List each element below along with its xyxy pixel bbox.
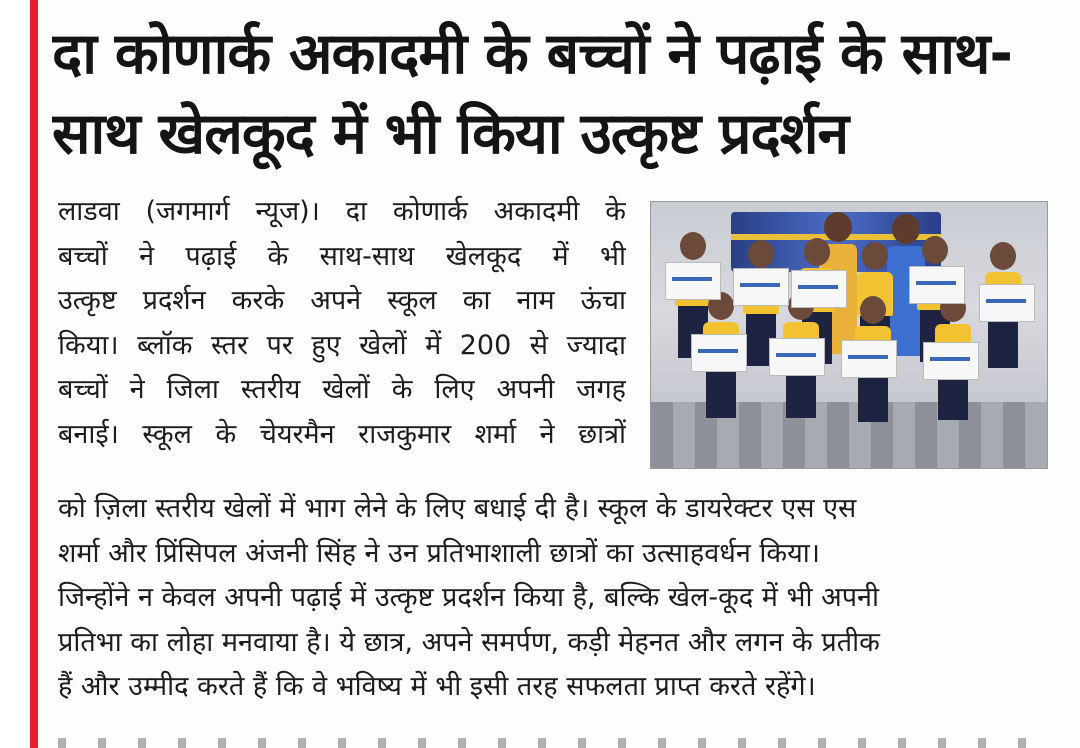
- headline-line-1: दा कोणार्क अकादमी के बच्चों ने पढ़ाई के साथ-: [52, 21, 1013, 87]
- red-column-rule: [0, 0, 38, 748]
- article-line: हैं और उम्मीद करते हैं कि वे भविष्य में भी इसी तरह सफलता प्राप्त करते रहेंगे।: [58, 671, 816, 702]
- certificate: [691, 334, 747, 372]
- article-continued: [58, 487, 1046, 710]
- certificate: [733, 268, 789, 306]
- article-intro: [58, 190, 626, 457]
- headline: [52, 14, 1062, 174]
- cropped-next-line: [58, 738, 1048, 748]
- article-line: जिन्होंने न केवल अपनी पढ़ाई में उत्कृष्ट प्रदर्शन किया है, बल्कि खेल-कूद में भी अपनी: [58, 582, 880, 613]
- article-line: लाडवा (जगमार्ग न्यूज)। दा कोणार्क अकादमी के: [58, 196, 626, 227]
- article-line: बच्चों ने पढ़ाई के साथ-साथ खेलकूद में भी: [58, 240, 626, 272]
- article-line: शर्मा और प्रिंसिपल अंजनी सिंह ने उन प्रतिभाशाली छात्रों का उत्साहवर्धन किया।: [58, 537, 821, 569]
- headline-line-2: साथ खेलकूद में भी किया उत्कृष्ट प्रदर्शन: [52, 101, 849, 167]
- article-line: प्रतिभा का लोहा मनवाया है। ये छात्र, अपने समर्पण, कड़ी मेहनत और लगन के प्रतीक: [58, 626, 880, 658]
- article-line: को ज़िला स्तरीय खेलों में भाग लेने के लिए बधाई दी है। स्कूल के डायरेक्टर एस एस: [58, 493, 857, 524]
- certificate: [909, 266, 965, 304]
- article-line: किया। ब्लॉक स्तर पर हुए खेलों में 200 से ज्यादा: [58, 329, 626, 361]
- certificate: [923, 342, 979, 380]
- certificate: [979, 284, 1035, 322]
- certificate: [791, 270, 847, 308]
- certificate: [665, 262, 721, 300]
- certificate: [769, 338, 825, 376]
- article-line: बच्चों ने जिला स्तरीय खेलों के लिए अपनी जगह: [58, 374, 626, 405]
- article-line: उत्कृष्ट प्रदर्शन करके अपने स्कूल का नाम ऊंचा: [58, 285, 626, 316]
- certificate: [841, 340, 897, 378]
- article-line: बनाई। स्कूल के चेयरमैन राजकुमार शर्मा ने छात्रों: [58, 418, 626, 450]
- news-photo: [650, 201, 1048, 469]
